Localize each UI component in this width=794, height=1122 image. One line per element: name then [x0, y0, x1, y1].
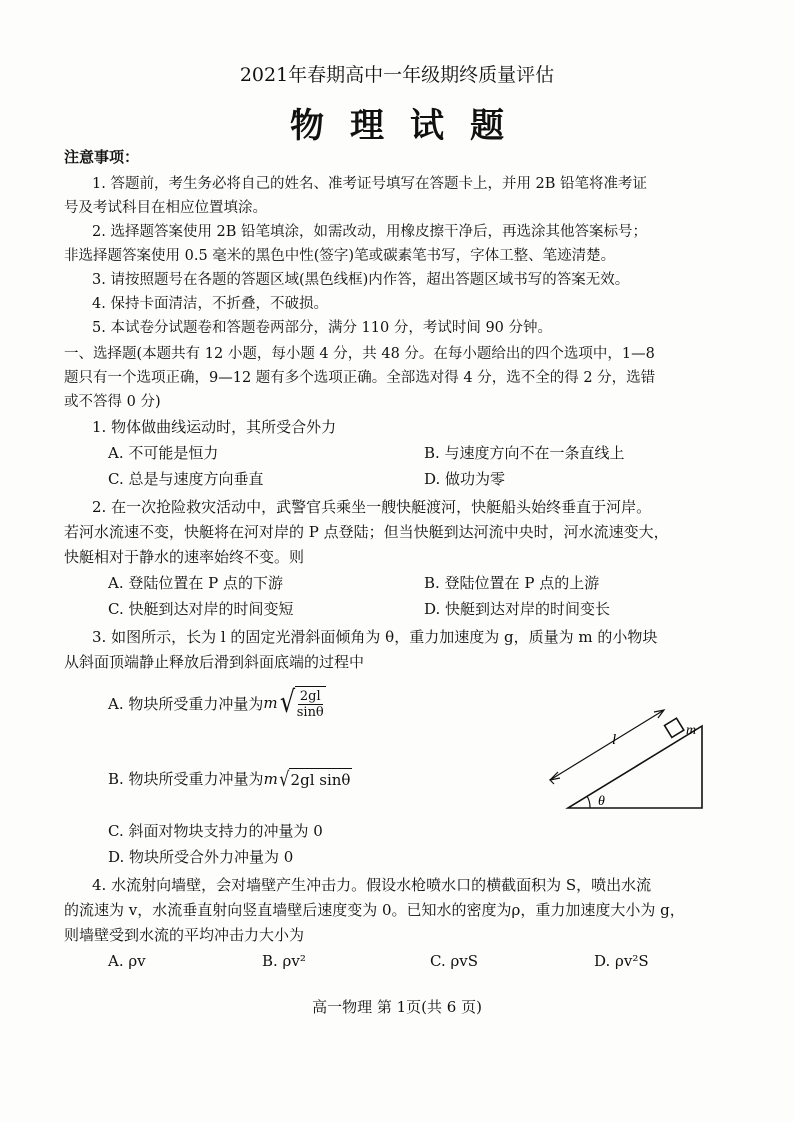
option-a-text: A. 物块所受重力冲量为 [108, 694, 264, 713]
block-figure [665, 718, 684, 737]
question-2-stem: 快艇相对于静水的速率始终不变。则 [64, 548, 305, 566]
radicand [295, 686, 326, 720]
sqrt-expression [278, 768, 353, 789]
question-2-option-c: C. 快艇到达对岸的时间变短 [108, 600, 294, 618]
block [665, 718, 684, 737]
exam-header: 2021年春期高中一年级期终质量评估 [239, 64, 555, 86]
note-line: 2. 选择题答案使用 2B 铅笔填涂，如需改动，用橡皮擦干净后，再选涂其他答案标号； [92, 224, 648, 240]
question-2-option-b: B. 登陆位置在 P 点的上游 [424, 574, 600, 592]
section-instructions: 一、选择题(本题共有 12 小题，每小题 4 分，共 48 分。在每小题给出的四个选项中，1—8 [64, 346, 655, 362]
question-3-option-a [108, 686, 326, 720]
question-2-option-d: D. 快艇到达对岸的时间变长 [424, 600, 611, 618]
question-3-option-d: D. 物块所受合外力冲量为 0 [108, 848, 294, 866]
question-4-option-d: D. ρv²S [594, 952, 649, 970]
fraction-denominator: sinθ [296, 705, 324, 720]
question-1-option-c: C. 总是与速度方向垂直 [108, 470, 264, 488]
question-1-option-a: A. 不可能是恒力 [108, 444, 219, 462]
subject-title: 物理试题 [290, 106, 530, 146]
note-line: 3. 请按照题号在各题的答题区域(黑色线框)内作答，超出答题区域书写的答案无效。 [92, 272, 630, 288]
note-line: 非选择题答案使用 0.5 毫米的黑色中性(签字)笔或碳素笔书写，字体工整、笔迹清楚。 [64, 248, 616, 264]
incline-diagram [540, 700, 720, 820]
question-1-option-d: D. 做功为零 [424, 470, 506, 488]
question-1-option-b: B. 与速度方向不在一条直线上 [424, 444, 625, 462]
angle-label: θ [598, 794, 605, 809]
question-4-option-c: C. ρvS [430, 952, 479, 970]
option-b-text: B. 物块所受重力冲量为 [108, 770, 264, 788]
question-1-stem: 1. 物体做曲线运动时，其所受合外力 [92, 418, 337, 436]
question-4-stem: 的流速为 v，水流垂直射向竖直墙壁后速度变为 0。已知水的密度为ρ，重力加速度大小为 g， [64, 901, 685, 919]
section-instructions: 题只有一个选项正确，9—12 题有多个选项正确。全部选对得 4 分，选不全的得 2 分，选错 [64, 370, 656, 386]
mass-label: m [686, 723, 697, 738]
note-line: 号及考试科目在相应位置填涂。 [64, 200, 267, 216]
question-4-option-b: B. ρv² [262, 952, 306, 970]
page-footer: 高一物理 第 1页(共 6 页) [312, 998, 482, 1016]
notes-heading: 注意事项： [64, 148, 140, 166]
fraction [297, 689, 324, 720]
length-arrow [550, 710, 664, 780]
question-4-stem: 则墙壁受到水流的平均冲击力大小为 [64, 926, 305, 944]
angle-arc [587, 796, 590, 808]
question-2-stem: 若河水流速不变，快艇将在河对岸的 P 点登陆；但当快艇到达河流中央时，河水流速变大， [64, 523, 669, 541]
note-line: 5. 本试卷分试题卷和答题卷两部分，满分 110 分，考试时间 90 分钟。 [92, 320, 553, 336]
sqrt-expression [278, 686, 326, 720]
question-3-stem: 3. 如图所示，长为 l 的固定光滑斜面倾角为 θ，重力加速度为 g，质量为 m 的小物块 [92, 628, 658, 646]
question-4-stem: 4. 水流射向墙壁，会对墙壁产生冲击力。假设水枪喷水口的横截面积为 S，喷出水流 [92, 876, 652, 894]
question-3-option-c: C. 斜面对物块支持力的冲量为 0 [108, 822, 323, 840]
question-3-stem: 从斜面顶端静止释放后滑到斜面底端的过程中 [64, 653, 365, 671]
arrow-head-right [654, 710, 664, 718]
radical-sign: √ [279, 685, 295, 720]
question-3-option-b [108, 768, 352, 789]
radical-sign: √ [279, 766, 290, 791]
question-2-stem: 2. 在一次抢险救灾活动中，武警官兵乘坐一艘快艇渡河，快艇船头始终垂直于河岸。 [92, 498, 652, 516]
radicand: 2gl sinθ [289, 768, 353, 789]
section-instructions: 或不答得 0 分) [64, 394, 161, 410]
mass-symbol: m [263, 694, 278, 712]
incline-triangle [568, 726, 702, 808]
question-4-option-a: A. ρv [108, 952, 146, 970]
fraction-numerator: 2gl [299, 689, 321, 704]
note-line: 1. 答题前，考生务必将自己的姓名、准考证号填写在答题卡上，并用 2B 铅笔将准考证 [92, 176, 648, 192]
note-line: 4. 保持卡面清洁，不折叠，不破损。 [92, 296, 328, 312]
question-2-option-a: A. 登陆位置在 P 点的下游 [108, 574, 283, 592]
mass-symbol: m [263, 769, 278, 788]
length-label: l [612, 732, 617, 748]
